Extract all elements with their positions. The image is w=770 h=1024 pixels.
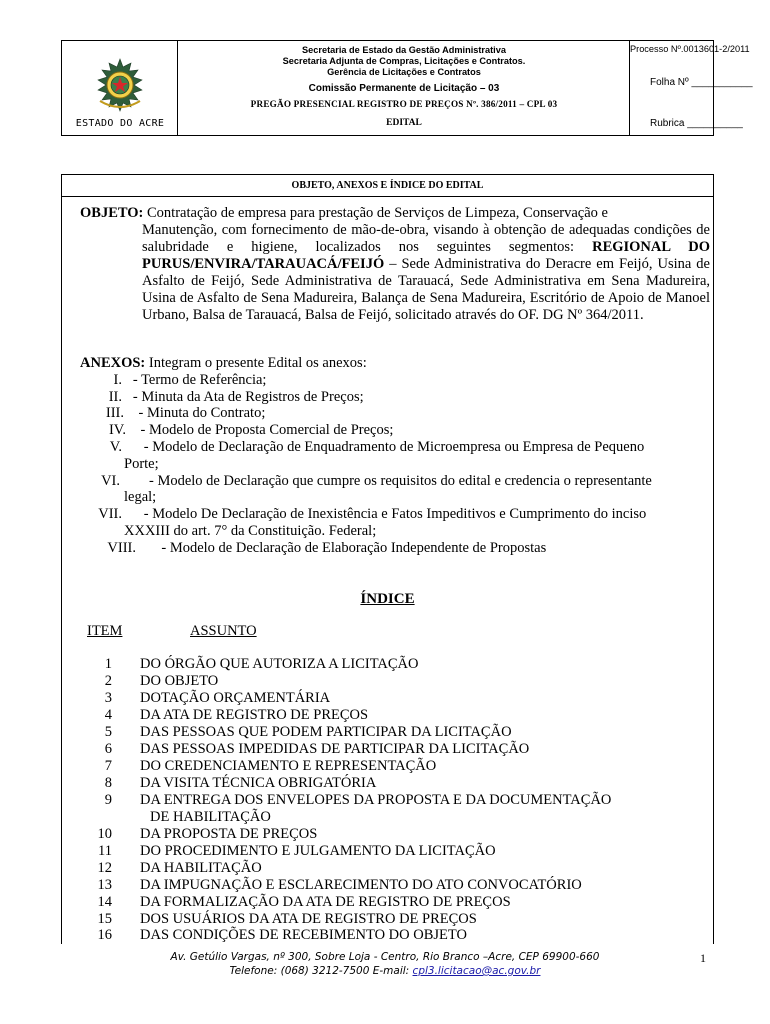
item-subject: DA ENTREGA DOS ENVELOPES DA PROPOSTA E DA DOCUMENTAÇÃO bbox=[140, 792, 612, 808]
anexo-number: VI. bbox=[101, 472, 120, 489]
item-subject: DAS PESSOAS IMPEDIDAS DE PARTICIPAR DA LICITAÇÃO bbox=[140, 741, 530, 757]
section-title: OBJETO, ANEXOS E ÍNDICE DO EDITAL bbox=[62, 175, 713, 197]
anexo-continuation: Porte; bbox=[124, 455, 159, 472]
column-header-assunto: ASSUNTO bbox=[190, 623, 257, 639]
objeto-text-2: Manutenção, com fornecimento de mão-de-obra, visando à obtenção de adequadas condições de salubridade e higiene, localizados nos seguintes segmentos: bbox=[142, 222, 710, 255]
anexo-text: - Minuta do Contrato; bbox=[138, 405, 266, 422]
anexo-number: II. bbox=[108, 388, 122, 405]
objeto-text-1: Contratação de empresa para prestação de Serviços de Limpeza, Conservação e bbox=[143, 205, 608, 221]
rubrica-field: Rubrica __________ bbox=[650, 118, 743, 129]
item-subject: DAS CONDIÇÕES DE RECEBIMENTO DO OBJETO bbox=[140, 927, 467, 943]
email-link[interactable]: cpl3.licitacao@ac.gov.br bbox=[412, 965, 541, 977]
objeto-text-3: – Sede Administrativa do Deracre em Feijó, Usina de Asfalto de Feijó, Sede Administrativa de Tarauacá, Sede Administrativa em Sena Madureira, Usina de Asfalto de Sena Madureira, Balança de Sena Madureira, Escritório de Apoio de Manoel Urbano, Balsa de Tarauacá, Balsa de Feijó, solicitado através do OF. DG Nº 364/2011. bbox=[142, 256, 710, 323]
page-footer bbox=[0, 950, 770, 978]
anexo-continuation: XXXIII do art. 7° da Constituição. Federal; bbox=[124, 522, 377, 539]
anexos-list bbox=[80, 355, 710, 557]
list-item bbox=[80, 439, 710, 456]
anexo-number: I. bbox=[113, 371, 122, 388]
anexo-text: - Modelo De Declaração de Inexistência e Fatos Impeditivos e Cumprimento do inciso bbox=[143, 506, 647, 523]
item-number: 13 bbox=[97, 877, 112, 893]
item-subject: DOTAÇÃO ORÇAMENTÁRIA bbox=[140, 690, 331, 706]
item-subject: DA HABILITAÇÃO bbox=[140, 860, 262, 876]
anexos-intro: Integram o presente Edital os anexos: bbox=[145, 355, 367, 371]
page-number: 1 bbox=[700, 951, 706, 965]
header-center bbox=[178, 41, 630, 135]
footer-contact bbox=[0, 964, 770, 978]
anexo-number: III. bbox=[105, 405, 124, 422]
objeto-continuation bbox=[80, 222, 710, 324]
item-number: 4 bbox=[104, 707, 112, 723]
anexo-text: - Modelo de Declaração de Elaboração Independente de Propostas bbox=[161, 539, 547, 556]
doc-type: EDITAL bbox=[386, 118, 422, 128]
logo-cell bbox=[62, 41, 178, 135]
folha-field: Folha Nº ___________ bbox=[650, 77, 753, 88]
processo-number: Processo Nº.0013601-2/2011 bbox=[630, 44, 750, 54]
anexo-number: V. bbox=[109, 438, 122, 455]
commission-line: Comissão Permanente de Licitação – 03 bbox=[308, 83, 500, 94]
edital-body bbox=[61, 174, 714, 944]
item-number: 2 bbox=[104, 673, 112, 689]
item-subject: DAS PESSOAS QUE PODEM PARTICIPAR DA LICITAÇÃO bbox=[140, 724, 512, 740]
item-number: 15 bbox=[97, 911, 112, 927]
column-header-item: ITEM bbox=[87, 623, 123, 639]
footer-address: Av. Getúlio Vargas, nº 300, Sobre Loja - Centro, Rio Branco –Acre, CEP 69900-660 bbox=[170, 951, 600, 963]
indice-title: ÍNDICE bbox=[360, 591, 415, 607]
list-item bbox=[80, 422, 710, 439]
item-subject: DA IMPUGNAÇÃO E ESCLARECIMENTO DO ATO CONVOCATÓRIO bbox=[140, 877, 582, 893]
list-item bbox=[80, 405, 710, 422]
item-number: 3 bbox=[104, 690, 112, 706]
anexo-text: - Modelo de Declaração de Enquadramento de Microempresa ou Empresa de Pequeno bbox=[143, 438, 645, 455]
item-number: 1 bbox=[104, 656, 112, 672]
item-number: 6 bbox=[104, 741, 112, 757]
item-number: 5 bbox=[104, 724, 112, 740]
item-number: 8 bbox=[104, 775, 112, 791]
header-right bbox=[630, 41, 753, 135]
list-item bbox=[80, 372, 710, 389]
item-number: 14 bbox=[97, 894, 112, 910]
item-subject: DO CREDENCIAMENTO E REPRESENTAÇÃO bbox=[140, 758, 437, 774]
gerencia-line: Gerência de Licitações e Contratos bbox=[327, 67, 481, 77]
objeto-paragraph bbox=[80, 205, 710, 324]
item-subject-continuation: DE HABILITAÇÃO bbox=[150, 809, 271, 825]
anexo-text: - Minuta da Ata de Registros de Preços; bbox=[132, 388, 364, 405]
item-subject: DO PROCEDIMENTO E JULGAMENTO DA LICITAÇÃO bbox=[140, 843, 496, 859]
item-number: 11 bbox=[98, 843, 112, 859]
list-item bbox=[80, 473, 710, 490]
anexo-number: VII. bbox=[98, 506, 122, 523]
anexos-heading bbox=[80, 355, 710, 372]
item-subject: DO ÓRGÃO QUE AUTORIZA A LICITAÇÃO bbox=[140, 656, 419, 672]
item-number: 12 bbox=[97, 860, 112, 876]
anexos-label: ANEXOS: bbox=[80, 355, 146, 371]
state-name: ESTADO DO ACRE bbox=[75, 118, 165, 129]
anexo-number: VIII. bbox=[107, 539, 136, 556]
item-subject: DA VISITA TÉCNICA OBRIGATÓRIA bbox=[140, 775, 377, 791]
item-subject: DA ATA DE REGISTRO DE PREÇOS bbox=[140, 707, 369, 723]
anexo-text: - Termo de Referência; bbox=[132, 371, 267, 388]
item-subject: DO OBJETO bbox=[140, 673, 219, 689]
anexo-text: - Modelo de Proposta Comercial de Preços; bbox=[140, 422, 394, 439]
footer-phone: Telefone: (068) 3212-7500 E-mail: bbox=[229, 965, 413, 977]
item-subject: DOS USUÁRIOS DA ATA DE REGISTRO DE PREÇOS bbox=[140, 911, 477, 927]
secretaria-line: Secretaria de Estado da Gestão Administrativa bbox=[302, 45, 506, 55]
anexo-continuation: legal; bbox=[124, 489, 157, 506]
item-subject: DA FORMALIZAÇÃO DA ATA DE REGISTRO DE PREÇOS bbox=[140, 894, 511, 910]
objeto-label: OBJETO: bbox=[80, 205, 144, 221]
anexo-number: IV. bbox=[108, 422, 126, 439]
item-number: 16 bbox=[97, 927, 112, 943]
item-number: 7 bbox=[104, 758, 112, 774]
objeto-regional: REGIONAL DO PURUS/ENVIRA/TARAUACÁ/FEIJÓ bbox=[142, 239, 710, 272]
list-item bbox=[80, 540, 710, 557]
state-seal-icon bbox=[92, 57, 148, 113]
item-number: 10 bbox=[97, 826, 112, 842]
anexo-text: - Modelo de Declaração que cumpre os requisitos do edital e credencia o representante bbox=[149, 472, 652, 489]
item-subject: DA PROPOSTA DE PREÇOS bbox=[140, 826, 318, 842]
item-number: 9 bbox=[104, 792, 112, 808]
secretaria-adjunta-line: Secretaria Adjunta de Compras, Licitações e Contratos. bbox=[282, 56, 526, 66]
list-item bbox=[80, 506, 710, 523]
pregao-line: PREGÃO PRESENCIAL REGISTRO DE PREÇOS Nº. 386/2011 – CPL 03 bbox=[250, 99, 558, 109]
list-item bbox=[80, 389, 710, 406]
document-header bbox=[61, 40, 753, 136]
